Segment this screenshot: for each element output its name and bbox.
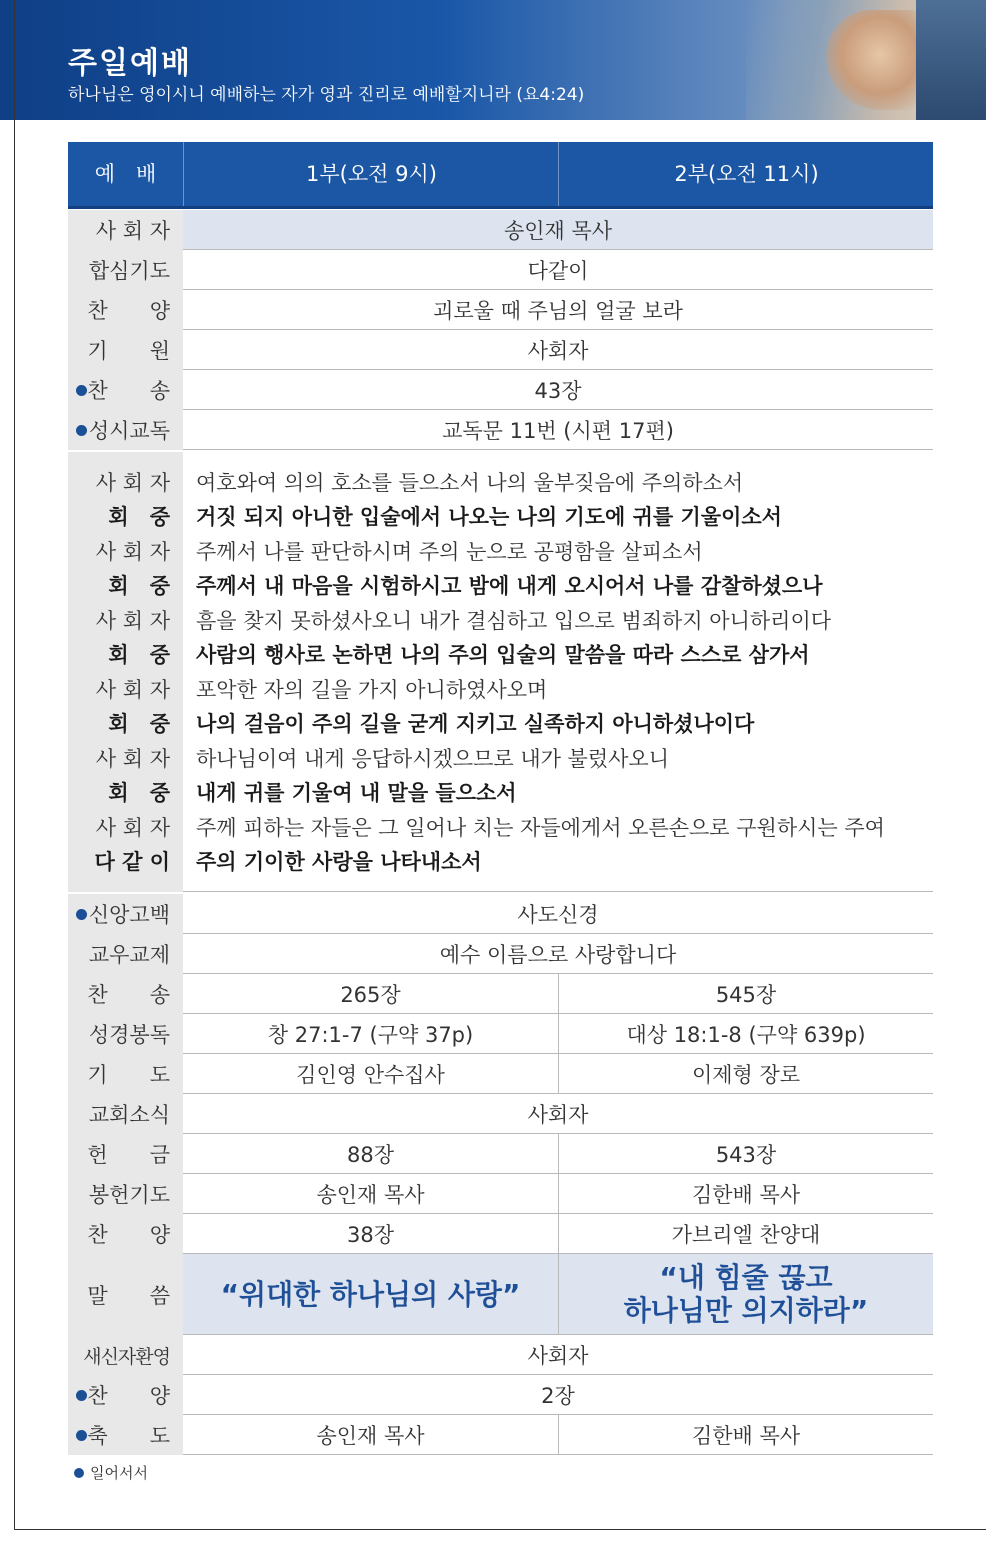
row-value-service2: 543장	[558, 1134, 933, 1174]
row-value: 사회자	[183, 1094, 933, 1134]
reading-text: 주께서 나를 판단하시며 주의 눈으로 공평함을 살피소서	[196, 540, 703, 564]
row-value-service1: 송인재 목사	[183, 1415, 558, 1455]
standing-dot-icon	[76, 1390, 87, 1401]
row-label: 찬 송	[68, 974, 183, 1014]
row-value: 교독문 11번 (시편 17편)	[183, 410, 933, 450]
row-church-news	[68, 1094, 933, 1134]
reading-speaker: 사 회 자	[95, 471, 170, 495]
responsive-reading-block	[68, 452, 933, 892]
reading-speaker: 회 중	[108, 574, 170, 598]
row-label: 새신자환영	[68, 1335, 183, 1375]
standing-legend	[74, 1462, 148, 1483]
row-value-service2: 가브리엘 찬양대	[558, 1214, 933, 1254]
row-label: 찬 송	[68, 370, 183, 410]
row-value-service1: 88장	[183, 1134, 558, 1174]
row-newcomers	[68, 1335, 933, 1375]
sermon-title-service1	[183, 1254, 558, 1335]
sermon-title-1: “위대한 하나님의 사랑”	[220, 1277, 521, 1311]
legend-text: 일어서서	[90, 1464, 148, 1482]
reading-speaker: 사 회 자	[95, 747, 170, 771]
row-value-service2: 김한배 목사	[558, 1174, 933, 1214]
table-header	[68, 142, 933, 209]
row-fellowship	[68, 934, 933, 974]
row-label: 교회소식	[68, 1094, 183, 1134]
reading-speaker: 회 중	[108, 781, 170, 805]
reading-text: 주께 피하는 자들은 그 일어나 치는 자들에게서 오른손으로 구원하시는 주여	[196, 816, 885, 840]
reading-text: 주께서 내 마음을 시험하시고 밤에 내게 오시어서 나를 감찰하셨으나	[196, 574, 823, 598]
reading-line	[68, 673, 933, 707]
standing-dot-icon	[76, 425, 87, 436]
standing-dot-icon	[76, 909, 87, 920]
row-value: 사도신경	[183, 894, 933, 934]
row-value-service1: 265장	[183, 974, 558, 1014]
row-offering	[68, 1134, 933, 1174]
row-label: 찬 양	[68, 1214, 183, 1254]
reading-speaker: 회 중	[108, 643, 170, 667]
row-invocation	[68, 330, 933, 370]
row-value-service2: 대상 18:1-8 (구약 639p)	[558, 1014, 933, 1054]
row-label: 교우교제	[68, 934, 183, 974]
row-offering-prayer	[68, 1174, 933, 1214]
reading-line	[68, 604, 933, 638]
reading-line	[68, 707, 933, 741]
row-label: 찬 양	[68, 1375, 183, 1415]
row-hymn	[68, 370, 933, 410]
row-presider	[68, 210, 933, 250]
standing-dot-icon	[76, 385, 87, 396]
row-value: 예수 이름으로 사랑합니다	[183, 934, 933, 974]
reading-speaker: 사 회 자	[95, 678, 170, 702]
reading-text: 내게 귀를 기울여 내 말을 들으소서	[196, 781, 517, 805]
row-label: 기 원	[68, 330, 183, 370]
row-praise-2	[68, 1214, 933, 1254]
header-service2: 2부(오전 11시)	[558, 142, 934, 206]
row-value-service1: 38장	[183, 1214, 558, 1254]
row-value-service2: 545장	[558, 974, 933, 1014]
standing-dot-icon	[76, 1430, 87, 1441]
row-value-service1: 김인영 안수집사	[183, 1054, 558, 1094]
row-label: 합심기도	[68, 250, 183, 290]
page-title: 주일예배	[68, 46, 192, 81]
reading-speaker: 회 중	[108, 505, 170, 529]
reading-line	[68, 535, 933, 569]
reading-line	[68, 500, 933, 534]
row-value-service2: 이제형 장로	[558, 1054, 933, 1094]
reading-text: 하나님이여 내게 응답하시겠으므로 내가 불렀사오니	[196, 747, 669, 771]
reading-line	[68, 569, 933, 603]
reading-text: 거짓 되지 아니한 입술에서 나오는 나의 기도에 귀를 기울이소서	[196, 505, 782, 529]
row-label: 성시교독	[68, 410, 183, 450]
sermon-title-2-line1: “내 힘줄 끊고	[659, 1261, 833, 1294]
reading-speaker: 사 회 자	[95, 540, 170, 564]
reading-text: 포악한 자의 길을 가지 아니하였사오며	[196, 678, 548, 702]
row-benediction	[68, 1415, 933, 1455]
row-value-service1: 창 27:1-7 (구약 37p)	[183, 1014, 558, 1054]
row-label: 말 씀	[68, 1254, 183, 1335]
reading-speaker: 다 같 이	[94, 850, 170, 874]
row-value-service2: 김한배 목사	[558, 1415, 933, 1455]
sermon-title-2-line2: 하나님만 의지하라”	[623, 1294, 869, 1327]
row-value: 사회자	[183, 1335, 933, 1375]
row-hymn-2	[68, 974, 933, 1014]
reading-text: 사람의 행사로 논하면 나의 주의 입술의 말씀을 따라 스스로 삼가서	[196, 643, 810, 667]
row-scripture	[68, 1014, 933, 1054]
reading-line	[68, 742, 933, 776]
page-subtitle: 하나님은 영이시니 예배하는 자가 영과 진리로 예배할지니라 (요4:24)	[68, 85, 585, 105]
row-value-service1: 송인재 목사	[183, 1174, 558, 1214]
row-prayer	[68, 250, 933, 290]
row-label: 헌 금	[68, 1134, 183, 1174]
reading-speaker: 회 중	[108, 712, 170, 736]
reading-line	[68, 466, 933, 500]
row-label: 기 도	[68, 1054, 183, 1094]
reading-text: 여호와여 의의 호소를 들으소서 나의 울부짖음에 주의하소서	[196, 471, 744, 495]
row-label: 찬 양	[68, 290, 183, 330]
row-label: 봉헌기도	[68, 1174, 183, 1214]
reading-line	[68, 845, 933, 879]
row-responsive-reading	[68, 410, 933, 450]
row-praise-3	[68, 1375, 933, 1415]
row-label: 축 도	[68, 1415, 183, 1455]
row-label: 사 회 자	[68, 210, 183, 250]
reading-text: 흠을 찾지 못하셨사오니 내가 결심하고 입으로 범죄하지 아니하리이다	[196, 609, 832, 633]
row-sermon	[68, 1254, 933, 1335]
row-value: 2장	[183, 1375, 933, 1415]
row-label: 신앙고백	[68, 894, 183, 934]
row-praise	[68, 290, 933, 330]
row-prayer-2	[68, 1054, 933, 1094]
row-creed	[68, 894, 933, 934]
reading-text: 주의 기이한 사랑을 나타내소서	[196, 850, 482, 874]
row-value: 사회자	[183, 330, 933, 370]
row-value: 송인재 목사	[183, 210, 933, 250]
reading-speaker: 사 회 자	[95, 816, 170, 840]
reading-line	[68, 776, 933, 810]
reading-line	[68, 638, 933, 672]
reading-text: 나의 걸음이 주의 길을 굳게 지키고 실족하지 아니하셨나이다	[196, 712, 755, 736]
header-order: 예 배	[94, 162, 157, 186]
row-value: 다같이	[183, 250, 933, 290]
row-value: 43장	[183, 370, 933, 410]
row-label: 성경봉독	[68, 1014, 183, 1054]
sermon-title-service2	[558, 1254, 933, 1335]
standing-dot-icon	[74, 1468, 84, 1478]
row-value: 괴로울 때 주님의 얼굴 보라	[183, 290, 933, 330]
reading-line	[68, 811, 933, 845]
header-service1: 1부(오전 9시)	[183, 142, 559, 206]
reading-speaker: 사 회 자	[95, 609, 170, 633]
